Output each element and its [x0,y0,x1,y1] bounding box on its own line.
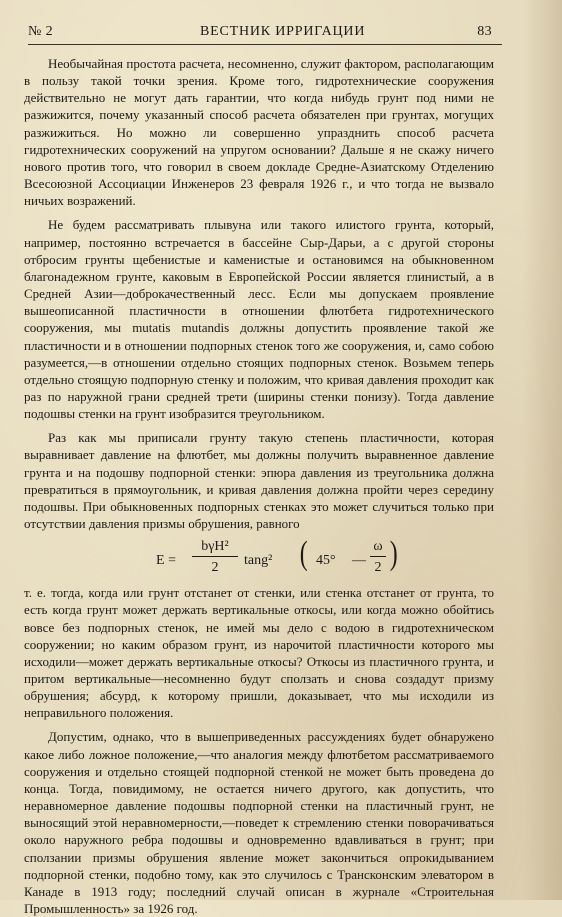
running-head [28,24,492,44]
formula-omega: ω [370,538,386,557]
formula-fraction [192,538,238,576]
formula-lhs: E = [156,553,176,569]
journal-title: ВЕСТНИК ИРРИГАЦИИ [200,24,366,39]
paragraph-2: Не будем рассматривать плывуна или такого илистого грунта, который, например, постоянно встречается в бассейне Сыр-Дарьи, а с другой стороны отбросим грунты щебенистые и каменистые и остановимся на обыкновенном благонадежном грунте, каковым в Европейской России является глинистый, а в Средней Азии—доброкачественный лесс. Если мы допускаем проявление вышеописанной пластичности в отношении флютбета гидротехнического сооружения, мы mutatis mutandis должны допустить проявление такой же пластичности и в отношении подпорных стенок того же сооружения, и, само собою разумеется,—в отношении отдельно стоящих подпорных стенок. Возьмем теперь отдельно стоящую подпорную стенку и положим, что кривая давления проходит как раз по наружной грани средней трети (ширины стенки понизу). Тогда давление подошвы стенки на грунт изобразится треугольником. [24,217,494,422]
issue-number: № 2 [28,24,54,39]
formula-angle: 45° [316,553,336,569]
formula-omega-denominator: 2 [374,560,382,576]
paragraph-5: Допустим, однако, что в вышеприведенных рассуждениях будет обнаружено какое либо ложное положение,—что аналогия между флютбетом рассматриваемого сооружения и отдельно стоящей подпорной стенкой не может быть проведена до конца. Тогда, повидимому, не остается ничего другого, как допустить, что неравномерное давление подошвы подпорной стенки на пластичный грунт, не выносящий этой неравномерности,—поведет к стремлению стенки поворачиваться около наружного ребра подошвы и одновременно вдавливаться в грунт; при сползании призмы обрушения явление может закончиться опрокидыванием подпорной стенки, подобно тому, как это случилось с Трансконским элеватором в Канаде в 1913 году; последний случай описан в журнале «Строительная Промышленность» за 1926 год. [24,729,494,917]
page-edge-shadow [522,0,562,900]
formula-numerator: bγH² [192,538,238,557]
formula-omega-fraction [370,538,386,576]
paragraph-4: т. е. тогда, когда или грунт отстанет от стенки, или стенка отстанет от грунта, то есть когда грунт может держать вертикальные откосы, или когда можно обойтись вовсе без подпорных стенок, не имей мы дело с водою в гидротехническом сооружении; но каким образом грунт, из нарочитой пластичности которого мы исходили—может держать вертикальные откосы? Откосы из пластичного грунта, и притом вертикальные—несомненно будут сползать и снова создадут призму обрушения; абсурд, к которому пришли, доказывает, что мы исходили из неправильного положения. [24,585,494,721]
earth-pressure-formula [24,532,494,584]
body-text [24,55,494,917]
formula-function: tang² [244,553,273,569]
page-number: 83 [477,24,492,39]
formula-right-paren: ) [389,535,398,573]
paragraph-1: Необычайная простота расчета, несомненно, служит фактором, располагающим в пользу такой точки зрения. Кроме того, гидротехнические сооружения действительно не могут дать гарантии, что когда нибудь грунт под ними не разжижится, почему указанный способ расчета обязателен при грунтах, могущих разжижиться. Но можно ли совершенно упразднить способ расчета гидротехнических сооружений на упругом основании? Дальше я не скажу ничего нового против того, что говорил в своем докладе Средне-Азиатскому Отделению Всесоюзной Ассоциации Инженеров 23 февраля 1926 г., и что тогда не вызвало ничьих возражений. [24,56,494,209]
formula-denominator: 2 [211,560,219,576]
paragraph-3: Раз как мы приписали грунту такую степень пластичности, которая выравнивает давление на флютбет, мы должны получить выравненное давление грунта и на подошву подпорной стенки: эпюра давления из треугольника должна превратиться в прямоугольник, и кривая давления должна пройти через середину подошвы. При обыкновенных подпорных стенках это может случиться только при отсутствии давления призмы обрушения, равного [24,430,494,532]
header-rule [28,44,502,45]
formula-minus: — [352,553,366,569]
formula-left-paren: ( [299,535,308,573]
